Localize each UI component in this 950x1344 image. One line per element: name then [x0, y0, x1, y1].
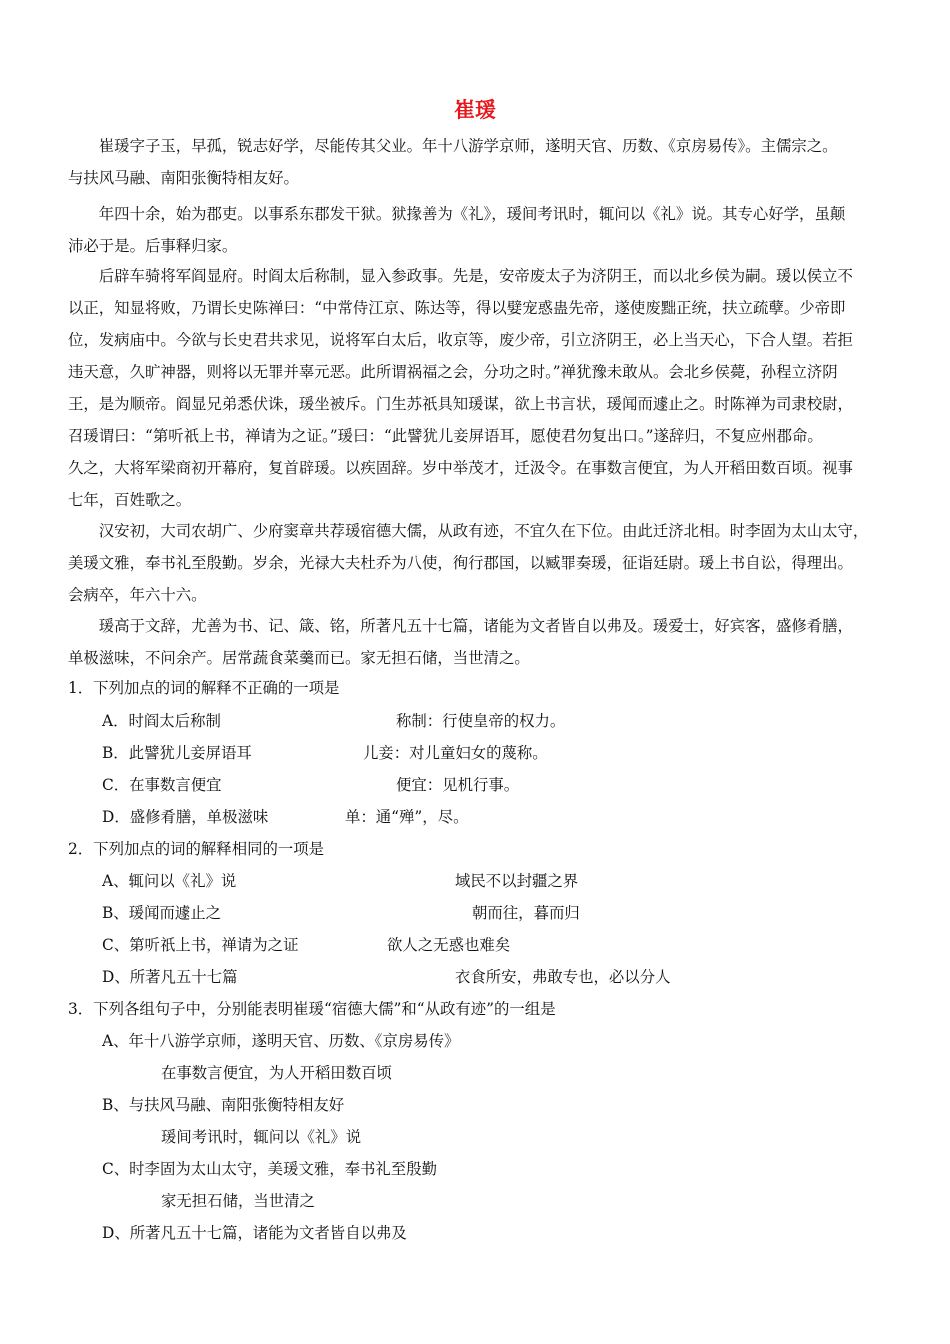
passage-paragraph-2	[68, 198, 940, 262]
question-1-option-a-gloss: 称制：行使皇帝的权力。	[396, 712, 566, 730]
question-2-stem: 2．下列加点的词的解释相同的一项是	[68, 840, 325, 858]
passage-line: 与扶风马融、南阳张衡特相友好。	[68, 169, 299, 187]
passage-paragraph-1	[68, 130, 940, 194]
passage-paragraph-5	[68, 610, 940, 674]
question-3-stem: 3．下列各组句子中，分别能表明崔瑗“宿德大儒”和“从政有迹”的一组是	[68, 1000, 556, 1018]
passage-paragraph-4	[68, 515, 940, 611]
passage-line: 王，是为顺帝。阎显兄弟悉伏诛，瑗坐被斥。门生苏祇具知瑗谋，欲上书言状，瑗闻而遽止之。时陈禅为司隶校尉，	[68, 395, 853, 413]
question-1-option-b-gloss: 儿妾：对儿童妇女的蔑称。	[363, 744, 548, 762]
question-1-option-a: A．时阎太后称制	[102, 712, 221, 730]
question-2-option-d-compare: 衣食所安，弗敢专也，必以分人	[455, 968, 671, 986]
passage-line: 以正，知显将败，乃谓长史陈禅曰：“中常侍江京、陈达等，得以嬖宠惑蛊先帝，遂使废黜正统，扶立疏孽。少帝即	[68, 299, 846, 317]
article-title: 崔瑗	[454, 98, 496, 122]
question-2-option-a: A、辄问以《礼》说	[102, 872, 237, 890]
question-3-option-c: C、时李固为太山太守，美瑗文雅，奉书礼至殷勤	[102, 1160, 437, 1178]
question-2-option-c: C、第听祇上书，禅请为之证	[102, 936, 299, 954]
question-1-option-b: B．此譬犹儿妾屏语耳	[102, 744, 252, 762]
passage-line: 崔瑗字子玉，早孤，锐志好学，尽能传其父业。年十八游学京师，遂明天官、历数、《京房易传》。主儒宗之。	[68, 137, 838, 155]
question-1-option-d: D．盛修肴膳，单极滋味	[102, 808, 269, 826]
question-1-stem: 1．下列加点的词的解释不正确的一项是	[68, 679, 340, 697]
passage-line: 单极滋味，不问余产。居常蔬食菜羹而已。家无担石储，当世清之。	[68, 649, 530, 667]
passage-line: 沛必于是。后事释归家。	[68, 237, 238, 255]
question-3-option-b-second: 瑗间考讯时，辄问以《礼》说	[161, 1128, 362, 1146]
question-1-option-d-gloss: 单：通“殚”，尽。	[345, 808, 469, 826]
question-3-option-d: D、所著凡五十七篇，诸能为文者皆自以弗及	[102, 1224, 407, 1242]
question-2-option-b-compare: 朝而往，暮而归	[472, 904, 580, 922]
passage-line: 美瑗文雅，奉书礼至殷勤。岁余，光禄大夫杜乔为八使，徇行郡国，以臧罪奏瑗，征诣廷尉。瑗上书自讼，得理出。	[68, 554, 853, 572]
passage-line: 汉安初，大司农胡广、少府窦章共荐瑗宿德大儒，从政有迹，不宜久在下位。由此迁济北相。时李固为太山太守，	[68, 522, 869, 540]
question-2-option-b: B、瑗闻而遽止之	[102, 904, 222, 922]
passage-line: 位，发病庙中。今欲与长史君共求见，说将军白太后，收京等，废少帝，引立济阴王，必上当天心，下合人望。若拒	[68, 331, 853, 349]
passage-paragraph-3	[68, 260, 940, 516]
passage-line: 久之，大将军梁商初开幕府，复首辟瑗。以疾固辞。岁中举茂才，迁汲令。在事数言便宜，为人开稻田数百顷。视事	[68, 459, 853, 477]
question-1-option-c-gloss: 便宜：见机行事。	[396, 776, 520, 794]
question-2-option-a-compare: 域民不以封疆之界	[455, 872, 579, 890]
passage-line: 七年，百姓歌之。	[68, 491, 192, 509]
question-3-option-c-second: 家无担石储，当世清之	[161, 1192, 315, 1210]
question-1-option-c: C．在事数言便宜	[102, 776, 222, 794]
passage-line: 年四十余，始为郡吏。以事系东郡发干狱。狱掾善为《礼》，瑗间考讯时，辄问以《礼》说。其专心好学，虽颠	[68, 205, 846, 223]
question-3-option-a-second: 在事数言便宜，为人开稻田数百顷	[161, 1064, 392, 1082]
question-3-option-b: B、与扶风马融、南阳张衡特相友好	[102, 1096, 345, 1114]
passage-line: 召瑗谓曰：“第听祇上书，禅请为之证。”瑗曰：“此譬犹儿妾屏语耳，愿使君勿复出口。”遂辞归，不复应州郡命。	[68, 427, 823, 445]
question-2-option-d: D、所著凡五十七篇	[102, 968, 238, 986]
question-2-option-c-compare: 欲人之无惑也难矣	[387, 936, 511, 954]
passage-line: 后辟车骑将军阎显府。时阎太后称制，显入参政事。先是，安帝废太子为济阴王，而以北乡侯为嗣。瑗以侯立不	[68, 267, 853, 285]
question-3-option-a: A、年十八游学京师，遂明天官、历数、《京房易传》	[102, 1032, 460, 1050]
passage-line: 违天意，久旷神器，则将以无罪并辜元恶。此所谓祸福之会，分功之时。”禅犹豫未敢从。会北乡侯薨，孙程立济阴	[68, 363, 838, 381]
passage-line: 会病卒，年六十六。	[68, 586, 207, 604]
passage-line: 瑗高于文辞，尤善为书、记、箴、铭，所著凡五十七篇，诸能为文者皆自以弗及。瑗爱士，好宾客，盛修肴膳，	[68, 617, 853, 635]
